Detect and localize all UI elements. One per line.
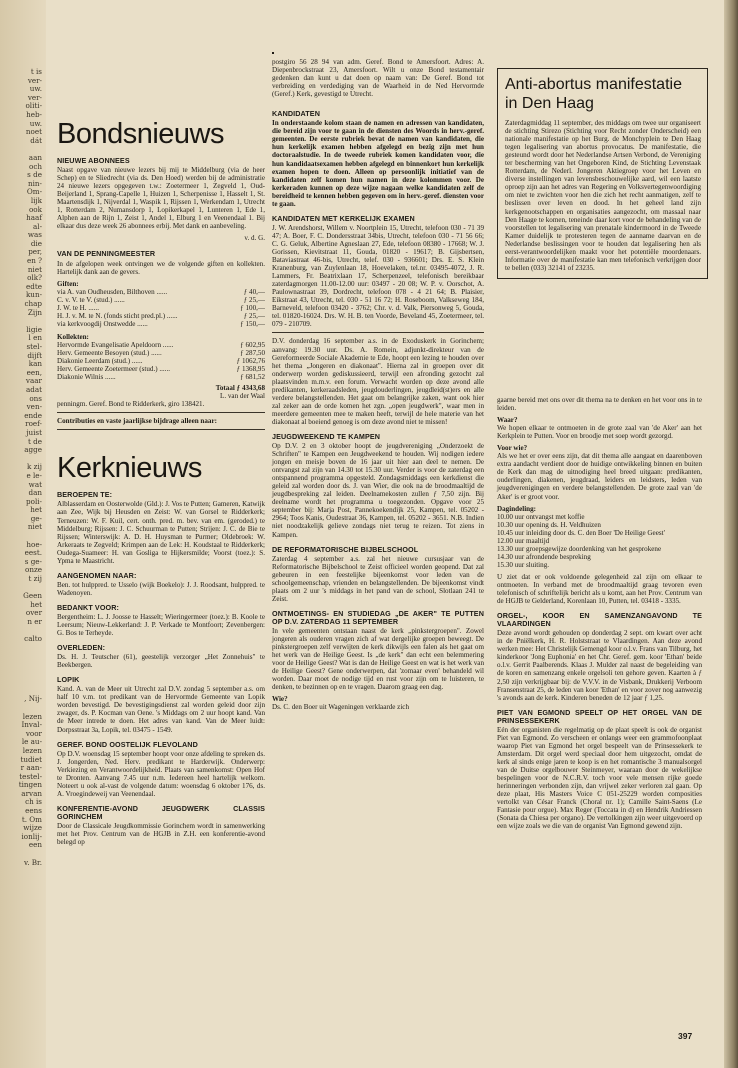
- aangenomen-text: Ben. tot hulppred. te Usselo (wijk Boekelo): J. J. Roodsant, hulppred. te Wadenoyen.: [57, 580, 265, 597]
- bijbelschool-heading: DE REFORMATORISCHE BIJBELSCHOOL: [272, 544, 419, 554]
- divider: [272, 332, 484, 333]
- print-mark: [272, 52, 274, 54]
- ontmoetingsdag-text: In vele gemeenten ontstaan naast de kerk „pinkstergroepen". Zowel jongeren als ouderen vragen zich af wat dergelijke groepen beweegt. De pinkstergroepen zelf verwijten de kerk dikwijls een falen als het gaat om het werk van de Heilige Geest. Is „de kerk" dan echt een belemmering voor de Heilige Geest? Wat is dan de Heilige Geest en wat is het werk van de Heilige Geest? Gene onderwerpen, dat 'zomaar even' behandeld wil worden. Daar moet de nodige tijd en rust voor zijn om te luisteren, te denken, te bezinnen op en te vragen. Daarom graag een dag.: [272, 627, 484, 692]
- dagindeling-item: 15.30 uur sluiting.: [497, 560, 550, 569]
- lopik-heading: LOPIK: [57, 675, 80, 685]
- beroepen-text: Alblasserdam en Oosterwolde (Gld.): J. Vos te Putten; Gameren, Katwijk aan Zee, Wijk bij Heusden en Zeist: W. van Gorsel te Ridderkerk; Terneuzen: W. F. Kuil, cert. onth. pred. m. bev. van em. (geroded.) te Middelburg; Rijssen: J. C. Schuurman te Putten; Strijen: J. C. de Bie te Rijssen; Winterswijk: A. D. H. Huysman te Purmer; Oldebroek: W. Arkeraats te Zegveld; Krimpen aan de Lek: H. Koudstaal te Ridderkerk; Oudega-Suameer: H. van Gosliga te Hijkersmilde; Voorst (toez.): S. Ypma te Maastricht.: [57, 500, 265, 565]
- wie-text: Ds. C. den Boer uit Wageningen verklaarde zich: [272, 703, 409, 712]
- overleden-text: Ds. H. J. Teutscher (61), geestelijk verzorger „Het Zonnehuis" te Beekbergen.: [57, 653, 265, 670]
- anti-abortus-title-line2: in Den Haag: [505, 95, 594, 112]
- geref-bond-text: Op D.V. woensdag 15 september hoopt voor onze afdeling te spreken ds. J. Jongerden, Ned. Herv. predikant te Harderwijk. Onderwerp: Verkiezing en Verantwoordelijkheid. Plaats van samenkomst: Open Hof te Dronten. Aanvang 7.45 uur n.m. Iedereen heel hartelijk welkom. Noteert u ook al-vast de volgende datum: woensdag 6 oktober 176, ds. A. Vroegindeweij van Veenendaal.: [57, 749, 265, 798]
- kollekte-amount: ƒ 602,95: [240, 340, 265, 349]
- giften-heading: Giften:: [57, 279, 79, 288]
- penningmeester-footer: penningm. Geref. Bond te Ridderkerk, giro 138421.: [57, 400, 205, 409]
- voor-wie-heading: Voor wie?: [497, 444, 528, 453]
- kollekte-row: [57, 349, 265, 357]
- penningmeester-text: In de afgelopen week ontvingen we de volgende giften en kollekten. Hartelijk dank aan de gevers.: [57, 259, 265, 276]
- gift-row: [57, 320, 265, 328]
- beroepen-heading: BEROEPEN TE:: [57, 490, 113, 500]
- gift-label: C. v. V. te V. (stud.) ......: [57, 295, 125, 304]
- kollekte-amount: ƒ 681,52: [240, 373, 265, 382]
- kollekte-amount: ƒ 287,50: [240, 348, 265, 357]
- gift-amount: ƒ 150,—: [240, 319, 265, 328]
- piet-van-egmond-heading: PIET VAN EGMOND SPEELT OP HET ORGEL VAN DE PRINSESSEKERK: [497, 707, 702, 725]
- kollekte-label: Diakonie Leerdam (stud.) ......: [57, 357, 143, 366]
- anti-abortus-box: [497, 68, 708, 279]
- dagindeling-heading: Dagindeling:: [497, 504, 537, 513]
- orgel-heading: ORGEL-, KOOR EN SAMENZANGAVOND TE VLAARDINGEN: [497, 611, 702, 629]
- kollekte-row: [57, 365, 265, 373]
- contributies-line: Contributies en vaste jaarlijkse bijdrage alleen naar:: [57, 417, 217, 426]
- bedankt-text: Bergentheim: L. J. Joosse te Hasselt; Wieringermeer (toez.): B. Koole te Leersum; Nieuw-Lekkerland: J. P. Verkade te Montfoort; Zevenbergen: G. Bos te Terheyde.: [57, 612, 265, 638]
- totaal-line: Totaal ƒ 4343,68: [215, 384, 265, 393]
- piet-van-egmond-text: Eén der organisten die regelmatig op de plaat speelt is ook de organist Piet van Egmond. Zo verscheen er onlangs weer een grammofoonplaat waarop Piet van Egmond het orgel bespeelt van de Prinsessekerk te Amsterdam. Dit orgel werd speciaal door hem uitgezocht, omdat de kerk al sinds enige jaren te koop is en het romantische 3 manualsorgel van de Duitse orgelbouwer Steinmeyer, waaraan door de wekelijkse bespelingen voor de N.C.R.V. toch voor vele mensen rijke goede herinneringen verbonden zijn, dan vrijwel zeker verloren zal gaan. Op deze plaat, His Masters Voice C 051-25229 worden composities vertolkt van César Franck (Choral nr. 1); Camille Saint-Saens (Le Fantasie pour orgue). Max Reger (Toccata in d) en Hendrik Andriessen (Sonata da Chiesa per organo). De vertolkingen zijn weer uitgevoerd op een wijze zoals we die van de organist Van Egmond gewend zijn.: [497, 725, 702, 831]
- column-3: [497, 396, 702, 834]
- kollekte-label: Hervormde Evangelisatie Apeldoorn ......: [57, 340, 174, 349]
- page-number: 397: [678, 1031, 693, 1041]
- kandidaten-text: In onderstaande kolom staan de namen en adressen van kandidaten, die bereid zijn voor te gaan in de diensten des Woords in herv.-geref. gemeenten. De eerste rubriek bevat de namen van kandidaten, die hun kerkelijk examen hebben afgelegd en bezig zijn met hun doctoraalstudie. In de tweede rubriek komen kandidaten voor, die hun kandidaatsexamen hebben afgelegd en binnenkort hun kerkelijk examen hopen te doen. Alleen op persoonlijk initiatief van de kandidaten zelf komen hun namen in deze kolommen voor. De kerkeraden kunnen op deze wijze nagaan welke kandidaten zelf de bereidheid te kennen hebben gegeven om in herv.-geref. diensten voor te gaan.: [272, 119, 484, 208]
- page-edge-shadow: [724, 0, 738, 1068]
- dagindeling-after: U ziet dat er ook voldoende gelegenheid zal zijn om elkaar te ontmoeten. In verband met de broodmaaltijd graag tevoren even telefonisch of schriftelijk bericht als u komt, aan het Prov. Centrum van de HGJB te Gelderland, Korenlaan 10, Putten, tel. 03418 - 3335.: [497, 572, 702, 606]
- nieuwe-abonnees-text: Naast opgave van nieuwe lezers bij mij te Middelburg (via de heer Schep) en te Sliedrecht (via ds. Den Hoed) werden bij de administratie 24 nieuwe lezers opgegeven t.w.: Zoetermeer 1, Zegveld 1, Oud-Beijerland 1, Sprang-Capelle 1, Huizen 1, Scherpenisse 1, Hasselt 1, St. Maartensdijk 1, Nijverdal 1, Waspik 1, Rijssen 1, Werkendam 1, Utrecht 1, Rotterdam 2, Numansdorp 1, Lopikerkapel 1, Lunteren 1, Ede 1, Alphen aan de Rijn 1, Zeist 1, Andel 1, Elburg 1 en Veenendaal 1. Bij elkaar dus deze week 26 abonnees erbij. Met dank en aanbeveling.: [57, 166, 265, 231]
- overleden-heading: OVERLEDEN:: [57, 643, 106, 653]
- kandidaten-heading: KANDIDATEN: [272, 109, 320, 119]
- gift-label: via A. van Oudheusden, Bilthoven ......: [57, 287, 168, 296]
- bedankt-heading: BEDANKT VOOR:: [57, 602, 119, 612]
- kerknieuws-title: Kerknieuws: [57, 452, 202, 485]
- gift-row: [57, 312, 265, 320]
- kollekte-row: [57, 341, 265, 349]
- dagindeling-item: 14.30 uur afrondende bespreking: [497, 552, 591, 561]
- kollekte-amount: ƒ 1062,76: [236, 357, 265, 366]
- kollekte-amount: ƒ 1368,95: [236, 365, 265, 374]
- dagindeling-list: [497, 513, 702, 569]
- kollekte-row: [57, 357, 265, 365]
- konferentie-text: Door de Classicale Jeugdkommissie Gorinchem wordt in samenwerking met het Prov. Centrum van de HGJB in Z.H. een konferentie-avond belegd op: [57, 822, 265, 847]
- wie-heading: Wie?: [272, 695, 288, 704]
- voor-wie-text: Als we het er over eens zijn, dat dit thema alle aangaat en daarenboven extra aandacht verdient door de huidige ontwikkeling binnen en buiten de Kerk dan mag de uitnodiging heel breed uitgaan: predikanten, ouderlingen, diakenen, jeugdraad, leiders en leidsters, leden van jeugdverenigingen en verdere belangstellenden. De grote zaal van 'de Aker' is er groot voor.: [497, 452, 702, 501]
- divider: [57, 412, 265, 413]
- bijbelschool-text: Zaterdag 4 september a.s. zal het nieuwe cursusjaar van de Reformatorische Bijbelschool te Zeist officieel worden geopend. Dat zal gebeuren in een feestelijke bijeenkomst voor leden van de schoolgemeenschap, vrienden en belangstellenden. De bijeenkomst vindt plaats om 2 uur 's middags in het pand van de school, Slotlaan 241 te Zeist.: [272, 554, 484, 603]
- konferentie-heading: KONFERENTIE-AVOND JEUGDWERK CLASSIS GORINCHEM: [57, 803, 265, 821]
- gift-row: [57, 288, 265, 296]
- binding-margin: [0, 0, 46, 1068]
- anti-abortus-text: Zaterdagmiddag 11 september, des middags om twee uur organiseert de stichting Stirezo (Stichting voor Recht zonder Onderscheid) een nationale manifestatie op het Burg. de Monchyplein te Den Haag tegen legalisering van abortus provocatus. De manifestatie, die gesteund wordt door het Nederlandse Artsen Verbond, de Vereniging ter bescherming van het Ongeboren Kind, de Stichting Levenstaak Rotterdam, de Nederl. Jongeren Aktiegroep voor het Leven en diverse instellingen van levensbeschouwelijke aard, wil een laatste oproep zijn aan het adres van Regering en Volksvertegenwoordiging om niet te zwichten voor hen die zich het recht aanmatigen, zelf te beslissen over leven en dood. In het geheel land zijn kerkgenootschappen en organisaties aangezocht, om massaal naar Den Haage te komen, teneinde daar kort voor de behandeling van de voorstellen tot legalisering van prenatale kindermoord in de Tweede Kamer duidelijk te protesteren tegen de aanname daarvan en de Nederlandse beslissingen voor te houden dat legalisering hen als eerst-verantwoordelijken maakt voor het potentiële moordenaars. Informatie over de manifestatie kan men telefonisch verkrijgen door te bellen (033) 32141 of 23235.: [505, 119, 701, 272]
- gift-label: J. W. te H. ......: [57, 303, 99, 312]
- jeugdweekend-heading: JEUGDWEEKEND TE KAMPEN: [272, 431, 381, 441]
- kerkelijk-examen-text: J. W. Arendshorst, Willem v. Noortplein 15, Utrecht, telefoon 030 - 71 39 47; A. Boer, F. C. Dondersstraat 34bis, Utrecht, telefoon 030 - 71 56 66; C. G. Geluk, Albertine Agneslaan 27, Ede, telefoon 08380 - 17668; W. J. Gorissen, Kievitstraat 11, Gouda, 01820 - 19617; B. Gijsbertsen, Bataviastraat 46-bis, Utrecht, telef. 030 - 936601; Drs. E. S. Klein Kranenburg, van Zuylenlaan 18, Hoevelaken, tel.nr. 03495-4072, J. R. Lammers, Fr. Beatrixlaan 17, Scherpenzeel, telefonisch bereikbaar zaterdagmorgen 11.00-12.00 uur: 03497 - 20 08; W. P. v. Oorschot, A. Paulownastraat 39, Dordrecht, telefoon 078 - 4 21 64; B. Plaisier, Eikstraat 43, Utrecht, tel. 030 - 51 16 72; H. Roseboom, Valkseweg 184, Barneveld, telefoon 03420 - 3762; Chr. v. d. Valk, Piersonweg 5, Gouda, tel. 01820-16024. Drs. W. H. B. ten Voorde, Beveland 45, Zoetermeer, tel. 079 - 210709.: [272, 223, 484, 329]
- anti-abortus-title-line1: Anti-abortus manifestatie: [505, 76, 682, 93]
- lopik-text: Kand. A. van de Meer uit Utrecht zal D.V. zondag 5 september a.s. om half 10 v.m. tot predikant van de Hervormde Gemeente van Lopik worden bevestigd. De bevestigingsdienst zal worden geleid door zijn zwager, ds. P. Kocman van Oene. 's Middags om 2 uur hoopt kand. Van de Meer intrede te doen. Het adres van kand. Van de Meer luidt: Dorpsstraat 3a, Lopik, tel. 03475 - 1549.: [57, 685, 265, 734]
- gift-amount: ƒ 25,—: [243, 295, 265, 304]
- penningmeester-heading: VAN DE PENNINGMEESTER: [57, 249, 156, 259]
- dagindeling-item: 12.00 uur maaltijd: [497, 536, 550, 545]
- anti-abortus-title: [505, 75, 701, 113]
- intro-text: postgiro 56 28 94 van adm. Geref. Bond te Amersfoort. Adres: A. Diepenbrockstraat 23, Amersfoort. Wilt u onze Bond testamentair gedenken dan kunt u dat doen op naam van: De Geref. Bond tot verbreiding en verdediging van de Waarheid in de Ned Hervormde (Geref.) Kerk, gevestigd te Utrecht.: [272, 58, 484, 99]
- jeugdweekend-text: Op D.V. 2 en 3 oktober hoopt de jeugdvereniging „Onderzoekt de Schriften" te Kampen een Jeugdweekend te houden. Wij nodigen iedere jongen en meisje boven de 16 jaar uit hier aan deel te nemen. De ontvangst zal zijn van 14.30 tot 15.30 uur. Verder is voor de zaterdag een ontspannend programma opgesteld. Zondagsmiddags een kerkdienst die geleid zal worden door ds. J. van Wier, die ook na de broodmaaltijd de jeugdbespreking zal leiden. Deelnamekosten zullen ƒ 7,50 zijn. Bij deelname wordt het programma u toegezonden. Opgave voor 25 september bij: Marja Post, Pannekoekendijk 25, Kampen, tel. 05202 - 2964; Toos Kanis, Oudestraat 36, Kampen, tel. 05202 - 3651. N.B. Indien niet noodzakelijk gelieve zondags niet terug te reizen. Tot ziens in Kampen.: [272, 442, 484, 539]
- kerkelijk-examen-heading: KANDIDATEN MET KERKELIJK EXAMEN: [272, 213, 415, 223]
- gift-amount: ƒ 100,—: [240, 303, 265, 312]
- dagindeling-item: 10.45 uur inleiding door ds. C. den Boer 'De Heilige Geest': [497, 528, 665, 537]
- ontmoetingsdag-heading: ONTMOETINGS- EN STUDIEDAG „DE AKER" TE PUTTEN OP D.V. ZATERDAG 11 SEPTEMBER: [272, 608, 484, 626]
- nieuwe-abonnees-heading: NIEUWE ABONNEES: [57, 156, 130, 165]
- nieuwe-abonnees-signature: v. d. G.: [244, 234, 265, 243]
- waar-text: We hopen elkaar te ontmoeten in de grote zaal van 'de Aker' aan het Kerkplein te Putten. Voor en broodje met soep wordt gezorgd.: [497, 424, 702, 441]
- aangenomen-heading: AANGENOMEN NAAR:: [57, 570, 137, 580]
- gift-amount: ƒ 25,—: [243, 311, 265, 320]
- gift-label: H. J. v. M. te N. (fonds sticht pred.pl.) ......: [57, 311, 178, 320]
- waar-heading: Waar?: [497, 416, 518, 425]
- column-1: [57, 118, 265, 850]
- kollekten-table: [57, 341, 265, 381]
- giften-table: [57, 288, 265, 328]
- dagindeling-item: 13.30 uur groepsgewijze doordenking van het gesprokene: [497, 544, 662, 553]
- geref-bond-heading: GEREF. BOND OOSTELIJK FLEVOLAND: [57, 739, 198, 749]
- kollekte-label: Herv. Gemeente Zoetermeer (stud.) ......: [57, 365, 170, 374]
- orgel-text: Deze avond wordt gehouden op donderdag 2 sept. om kwart over acht in de Pniëlkerk, H. R. Holststraat te Vlaardingen. Aan deze avond werken mee: Het Christelijk Gemengd koor o.l.v. Frans van Tilburg, het kinderkoor 'Jong Euphonia' en het Chr. Geref. gem. koor 'Ethan' beide o.l.v. Gerrit Paalberends. Klaas J. Mulder zal naast de begeleiding van de koren en samenzang enkele orgelsoli ten gehore geven. Kaarten à ƒ 2,50 zijn verkrijgbaar bij: de V.V.V. in de Visbank, Drukkerij Verboom Fransenstraat 25, de leden van koor 'Ethan' en voor zover nog aanwezig 's avonds aan de kerk. Kinderen beneden de 12 jaar ƒ 1,25.: [497, 629, 702, 702]
- dagindeling-item: 10.30 uur opening ds. H. Veldhuizen: [497, 520, 601, 529]
- kollekten-heading: Kollekten:: [57, 332, 89, 341]
- gift-row: [57, 296, 265, 304]
- dv-text: D.V. donderdag 16 september a.s. in de Exoduskerk in Gorinchem; aanvang: 19.30 uur. Ds. A. Romein, adjunkt-direkteur van de Gereformeerde Sociale Akademie te Ede, hoopt een lezing te houden over het thema „Jongeren en diakonaat". Hierna zal in groepen over dit onderwerp worden gediskussieerd, terwijl een afronding gezocht zal plaatsvinden m.m.v. een forum. Verwacht worden op deze avond alle predikanten, kerkeraadsleden, jeugdouderlingen, jeugdleid(st)ers en alle verdere belangstellenden. Het gaat om belangrijke zaken, want ook hier zal zeker aan de orde komen het zgn. „open jeugdwerk", waar men in meerdere gemeenten mee te maken heeft, terwijl de hele materie van het diakonaat al boeiend genoeg is om deze avond niet te missen!: [272, 337, 484, 426]
- kollekte-label: Herv. Gemeente Besoyen (stud.) ......: [57, 348, 162, 357]
- column-2: [272, 58, 484, 715]
- penningmeester-signature: L. van der Waal: [220, 392, 265, 401]
- kollekte-row: [57, 373, 265, 381]
- divider: [57, 429, 265, 430]
- gaarne-text: gaarne bereid met ons over dit thema na te denken en het voor ons in te leiden.: [497, 396, 702, 413]
- gift-label: via kerkvoogdij Onstwedde ......: [57, 319, 148, 328]
- kollekte-label: Diakonie Wilnis ......: [57, 373, 116, 382]
- bondsnieuws-title: Bondsnieuws: [57, 118, 224, 150]
- previous-page-text-edge: t is ver- uw. ver- oliti- heb- uw. noet dát aan och s de nin- Om- lijk ook haaf al- was die per, en ? niet olk? edte kun- chap Zijn ligie l en stel- dijft kan een, vaar adat ons ven- ende roef- juist t de agge k zij e le- wat dan poli- het ge- niet hoe- eest. s ge- onze t zij Geen het over n er calto , Nij- lezen Inval- voor le au- lezen tudiet r aan- testel- tingen arvan ch is eens t. Om wijze ionlij- een v. Br.: [18, 67, 42, 867]
- gift-row: [57, 304, 265, 312]
- dagindeling-item: 10.00 uur ontvangst met koffie: [497, 512, 585, 521]
- gift-amount: ƒ 40,—: [243, 287, 265, 296]
